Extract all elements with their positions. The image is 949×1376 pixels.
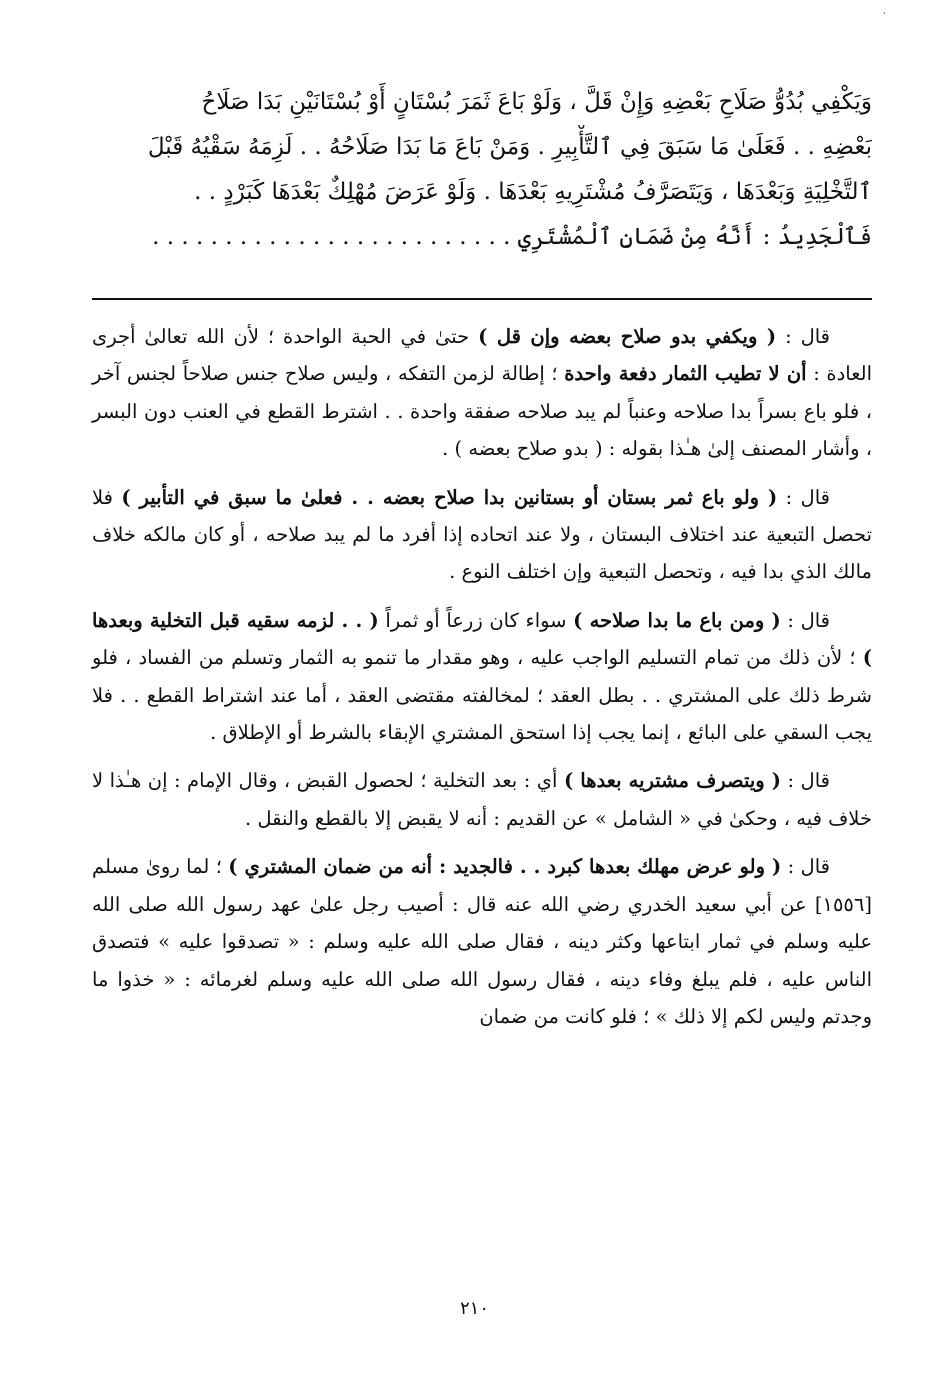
commentary-paragraph: [92, 602, 872, 752]
matn-line: وَيَكْفِي بُدُوُّ صَلَاحِ بَعْضِهِ وَإِنْ قَلَّ ، وَلَوْ بَاعَ ثَمَرَ بُسْتَانٍ أَوْ بُسْتَانَيْنِ بَدَا صَلَاحُ: [201, 89, 872, 115]
commentary-text-run: قال :: [776, 325, 830, 348]
quoted-matn: ( ومن باع ما بدا صلاحه ): [573, 608, 781, 632]
commentary-text-run: قال :: [781, 769, 830, 793]
commentary-text-run: أي : بعد التخلية ؛ لحصول القبض ، وقال الإمام : إن هـٰذا لا خلاف فيه ، وحكىٰ في « الشامل » عن القديم : أنه لا يقبض إلا بالقطع والنقل .: [92, 769, 872, 830]
commentary-paragraph: [92, 318, 872, 468]
quoted-matn: ( ولو باع ثمر بستان أو بستانين بدا صلاح بعضه . . فعلىٰ ما سبق في التأبير ): [121, 485, 778, 509]
commentary-text-run: حتىٰ في الحبة الواحدة ؛ لأن الله تعالىٰ أجرى العادة :: [92, 325, 872, 386]
corner-mark: ٠: [881, 8, 887, 19]
bold-phrase: أن لا تطيب الثمار دفعة واحدة: [564, 362, 807, 386]
quoted-matn: ( ولو عرض مهلك بعدها كبرد . . فالجديد : أنه من ضمان المشتري ): [228, 855, 782, 879]
commentary-text-run: ؛ لأن ذلك من تمام التسليم الواجب عليه ، وهو مقدار ما تنمو به الثمار وتسلم من الفساد ، فلو شرط ذلك على المشتري . . بطل العقد ؛ لمخالفته مقتضى العقد ، أما عند اشتراط القطع . . فلا يجب السقي على البائع ، إنما يجب إذا استحق المشتري الإبقاء بالشرط أو الإطلاق .: [92, 646, 872, 745]
commentary-text-run: ؛ لما روىٰ مسلم [١٥٥٦] عن أبي سعيد الخدري رضي الله عنه قال : أصيب رجل علىٰ عهد رسول الله صلى الله عليه وسلم في ثمار ابتاعها وكثر دينه ، فقال صلى الله عليه وسلم : « تصدقوا عليه » فتصدق الناس عليه ، فلم يبلغ وفاء دينه ، فقال رسول الله صلى الله عليه وسلم لغرمائه : « خذوا ما وجدتم وليس لكم إلا ذلك » ؛ فلو كانت من ضمان: [92, 855, 872, 1028]
commentary-text-run: فلا تحصل التبعية عند اختلاف البستان ، ولا عند اتحاده إذا أفرد ما لم يبد صلاحه ، أو كان مالكه خلاف مالك الذي بدا فيه ، وتحصل التبعية وإن اختلف النوع .: [92, 485, 872, 584]
commentary-text-run: قال :: [780, 608, 831, 632]
matn-line: بَعْضِهِ . . فَعَلَىٰ مَا سَبَقَ فِي ٱلتَّأْبِيرِ . وَمَنْ بَاعَ مَا بَدَا صَلَاحُهُ . . لَزِمَهُ سَقْيُهُ قَبْلَ: [147, 134, 872, 160]
page-number: ٢١٠: [459, 1298, 489, 1319]
commentary-text-run: سواء كان زرعاً أو ثمراً: [378, 608, 574, 632]
quoted-matn: ( ويكفي بدو صلاح بعضه وإن قل ): [478, 325, 777, 348]
commentary-paragraph: [92, 479, 872, 591]
commentary-text-run: قال :: [777, 485, 830, 509]
matn-text: [92, 80, 872, 260]
commentary-paragraph: [92, 762, 872, 837]
commentary-text-run: قال :: [781, 855, 830, 879]
quoted-matn: ( ويتصرف مشتريه بعدها ): [563, 769, 781, 793]
commentary-paragraph: [92, 848, 872, 1035]
commentary-text: [92, 318, 872, 1046]
separator-rule: [92, 298, 872, 300]
quoted-matn: ( . . لزمه سقيه قبل التخلية وبعدها ): [92, 608, 872, 670]
commentary-text-run: ؛ إطالة لزمن التفكه ، وليس صلاح جنس صلاحاً لجنس آخر ، فلو باع بسراً بدا صلاحه وعنباً لم يبد صلاحه صفقة واحدة . . اشترط القطع في العنب دون البسر ، وأشار المصنف إلىٰ هـٰذا بقوله : ( بدو صلاح بعضه ) .: [92, 362, 872, 461]
matn-line: فَٱلْجَدِيدُ : أَنَّهُ مِنْ ضَمَانِ ٱلْمُشْتَرِي . . . . . . . . . . . . . . . . . . . . . . . . .: [152, 224, 872, 250]
matn-line: ٱلتَّخْلِيَةِ وَبَعْدَهَا ، وَيَتَصَرَّفُ مُشْتَرِيهِ بَعْدَهَا . وَلَوْ عَرَضَ مُهْلِكٌ بَعْدَهَا كَبَرْدٍ . .: [194, 179, 872, 205]
